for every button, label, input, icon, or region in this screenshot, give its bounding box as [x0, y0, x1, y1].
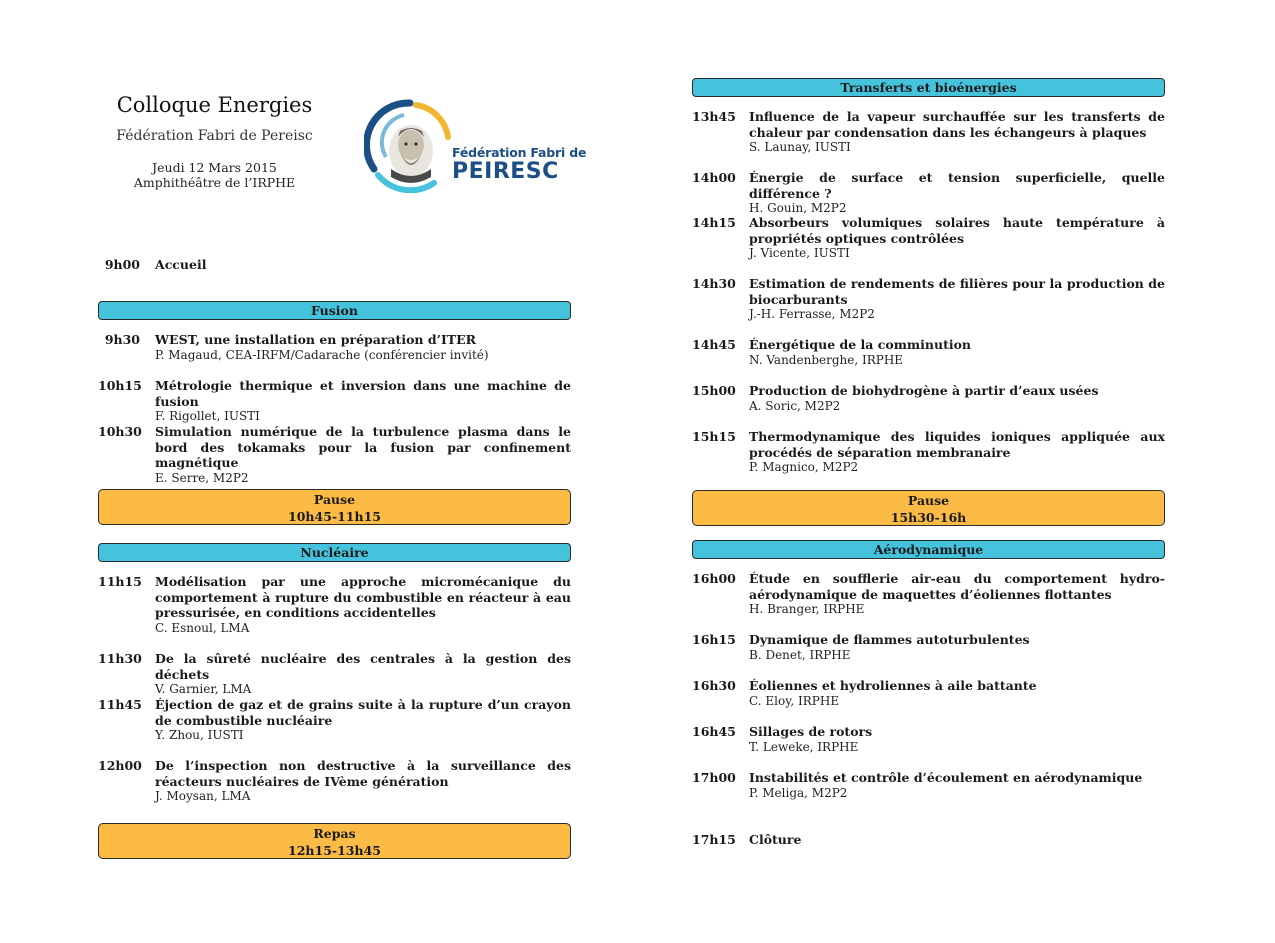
pause-label: Pause — [313, 492, 356, 507]
lunch-time: 12h15-13h45 — [288, 843, 381, 858]
event-date: Jeudi 12 Mars 2015 — [152, 160, 277, 175]
talk-time: 11h15 — [98, 574, 142, 589]
talk-time: 14h45 — [692, 337, 736, 352]
talk-speaker: B. Denet, IRPHE — [749, 647, 851, 662]
talk-speaker: A. Soric, M2P2 — [749, 398, 841, 413]
page-title: Colloque Energies — [116, 93, 313, 117]
talk-title: Étude en soufflerie air-eau du comportement hydro-aérodynamique de maquettes d’éoliennes flottantes — [749, 571, 1165, 602]
talk-title: Production de biohydrogène à partir d’eaux usées — [749, 383, 1099, 398]
item-time: 9h00 — [104, 257, 140, 272]
talk-title: Estimation de rendements de filières pour la production de biocarburants — [749, 276, 1165, 307]
talk-title: Éoliennes et hydroliennes à aile battante — [749, 678, 1037, 693]
page-subtitle: Fédération Fabri de Pereisc — [116, 128, 313, 144]
talk-title: Dynamique de flammes autoturbulentes — [749, 632, 1030, 647]
pause-box — [98, 489, 571, 525]
title-block — [98, 92, 331, 190]
talk-time: 11h45 — [98, 697, 142, 712]
talk-title: Sillages de rotors — [749, 724, 873, 739]
talk-time: 13h45 — [692, 109, 736, 124]
talk-time: 15h00 — [692, 383, 736, 398]
talk-title: De la sûreté nucléaire des centrales à la gestion des déchets — [155, 651, 571, 682]
talk-speaker: H. Gouin, M2P2 — [749, 201, 847, 215]
talk-title: WEST, une installation en préparation d’ITER — [155, 332, 477, 347]
item-title: Clôture — [749, 832, 802, 847]
logo-text-line1: Fédération Fabri de — [452, 145, 587, 160]
talk-speaker: J. Vicente, IUSTI — [749, 246, 850, 260]
section-header-fusion: Fusion — [98, 301, 571, 320]
lunch-box — [98, 823, 571, 859]
item-title: Accueil — [155, 257, 207, 272]
talk-time: 11h30 — [98, 651, 142, 666]
talk-time: 16h00 — [692, 571, 736, 586]
talk-title: Éjection de gaz et de grains suite à la rupture d’un crayon de combustible nucléaire — [155, 697, 571, 728]
talk-speaker: P. Magnico, M2P2 — [749, 460, 859, 474]
talk-speaker: C. Eloy, IRPHE — [749, 693, 840, 708]
talk-speaker: H. Branger, IRPHE — [749, 602, 865, 616]
talk-time: 10h30 — [98, 424, 142, 439]
talk-time: 14h30 — [692, 276, 736, 291]
talk-time: 17h00 — [692, 770, 736, 785]
item-time: 17h15 — [692, 832, 736, 847]
pause-time: 10h45-11h15 — [288, 509, 381, 524]
logo-text-line2: PEIRESC — [452, 159, 559, 184]
talk-title: Influence de la vapeur surchauffée sur les transferts de chaleur par condensation dans les échangeurs à plaques — [749, 109, 1165, 140]
talk-title: Simulation numérique de la turbulence plasma dans le bord des tokamaks pour la fusion par confinement magnétique — [155, 424, 571, 470]
talk-time: 14h00 — [692, 170, 736, 185]
section-header-aerodynamique: Aérodynamique — [692, 540, 1165, 559]
talk-title: De l’inspection non destructive à la surveillance des réacteurs nucléaires de IVème génération — [155, 758, 571, 789]
talk-time: 9h30 — [104, 332, 140, 347]
event-venue: Amphithéâtre de l’IRPHE — [133, 175, 296, 190]
talk-time: 16h30 — [692, 678, 736, 693]
talk-speaker: N. Vandenberghe, IRPHE — [749, 352, 904, 367]
talk-speaker: F. Rigollet, IUSTI — [155, 409, 260, 423]
talk-title: Énergétique de la comminution — [749, 337, 972, 352]
section-header-transferts: Transferts et bioénergies — [692, 78, 1165, 97]
talk-time: 15h15 — [692, 429, 736, 444]
header — [98, 0, 587, 230]
talk-title: Instabilités et contrôle d’écoulement en aérodynamique — [749, 770, 1143, 785]
talk-speaker: P. Magaud, CEA-IRFM/Cadarache (conférencier invité) — [155, 347, 489, 362]
talk-speaker: T. Leweke, IRPHE — [749, 739, 859, 754]
peiresc-portrait-logo-icon — [364, 97, 456, 193]
section-header-nucleaire: Nucléaire — [98, 543, 571, 562]
talk-title: Énergie de surface et tension superficielle, quelle différence ? — [749, 170, 1165, 201]
talk-title: Thermodynamique des liquides ioniques appliquée aux procédés de séparation membranaire — [749, 429, 1165, 460]
pause-label: Pause — [907, 493, 950, 508]
pause-time: 15h30-16h — [890, 510, 967, 525]
talk-speaker: E. Serre, M2P2 — [155, 470, 249, 485]
talk-time: 16h15 — [692, 632, 736, 647]
talk-title: Modélisation par une approche micromécanique du comportement à rupture du combustible en réacteur à eau pressurisée, en conditions accidentelles — [155, 574, 571, 620]
talk-speaker: P. Meliga, M2P2 — [749, 785, 848, 800]
pause-box — [692, 490, 1165, 526]
talk-speaker: C. Esnoul, LMA — [155, 620, 250, 635]
talk-speaker: V. Garnier, LMA — [155, 682, 252, 696]
talk-speaker: J.-H. Ferrasse, M2P2 — [749, 307, 875, 321]
talk-speaker: S. Launay, IUSTI — [749, 140, 851, 154]
lunch-label: Repas — [313, 826, 356, 841]
talk-title: Métrologie thermique et inversion dans une machine de fusion — [155, 378, 571, 409]
talk-speaker: J. Moysan, LMA — [155, 789, 251, 803]
talk-time: 16h45 — [692, 724, 736, 739]
talk-time: 14h15 — [692, 215, 736, 230]
talk-time: 12h00 — [98, 758, 142, 773]
talk-time: 10h15 — [98, 378, 142, 393]
talk-speaker: Y. Zhou, IUSTI — [155, 728, 244, 742]
talk-title: Absorbeurs volumiques solaires haute température à propriétés optiques contrôlées — [749, 215, 1165, 246]
peiresc-logo — [364, 97, 587, 193]
